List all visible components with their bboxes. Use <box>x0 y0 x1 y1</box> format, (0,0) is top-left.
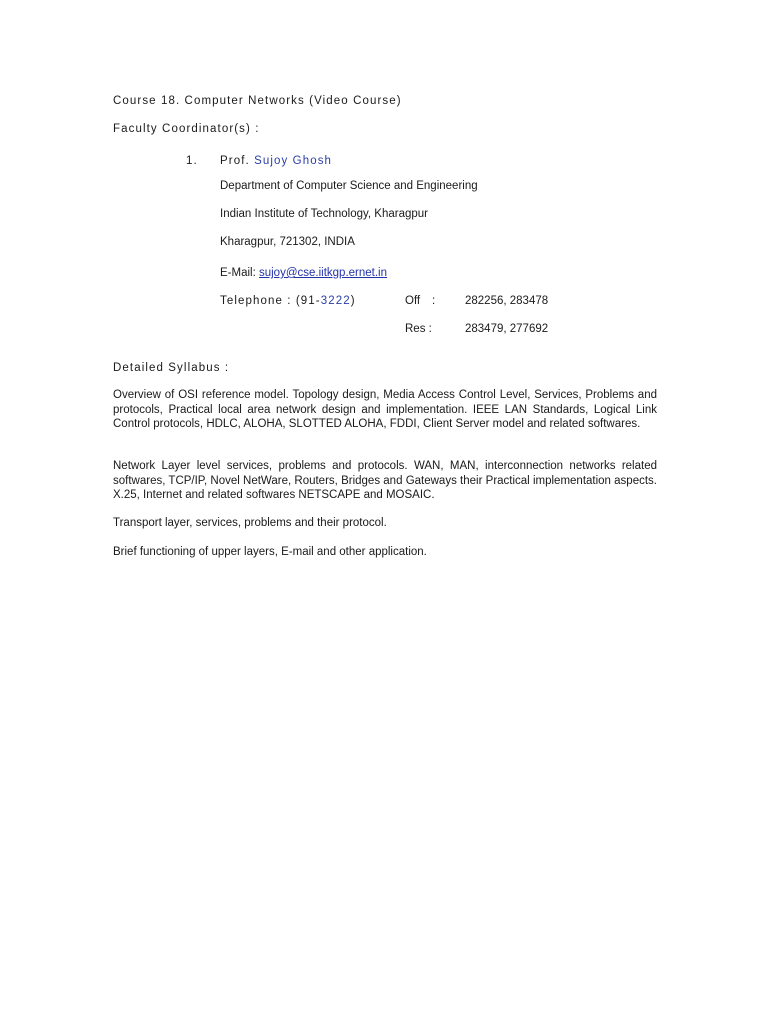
course-title: Course 18. Computer Networks (Video Course) <box>113 95 402 107</box>
residence-numbers: 283479, 277692 <box>465 323 549 335</box>
faculty-name-link[interactable]: Sujoy Ghosh <box>254 155 333 167</box>
office-separator: : <box>432 295 436 307</box>
telephone-area-code: 3222 <box>320 295 351 307</box>
syllabus-paragraph: Transport layer, services, problems and their protocol. <box>113 517 387 529</box>
email-label: E-Mail: <box>220 267 256 279</box>
faculty-number: 1. <box>186 155 198 167</box>
office-numbers: 282256, 283478 <box>465 295 549 307</box>
faculty-heading: Faculty Coordinator(s) : <box>113 123 260 135</box>
faculty-department: Department of Computer Science and Engineering <box>220 180 478 192</box>
telephone-label: Telephone : (91- <box>220 295 321 307</box>
faculty-email-line <box>220 266 387 280</box>
office-label: Off <box>405 295 421 307</box>
syllabus-paragraph: Overview of OSI reference model. Topology design, Media Access Control Level, Services, Problems and protocols, Practical local area network design and implementation. IEEE LAN Standards, Logical Link Control protocols, HDLC, ALOHA, SLOTTED ALOHA, FDDI, Client Server model and related softwares. <box>113 389 657 430</box>
email-link[interactable]: sujoy@cse.iitkgp.ernet.in <box>258 267 387 279</box>
telephone-close: ) <box>350 295 356 307</box>
telephone-line <box>220 294 356 308</box>
faculty-name-line <box>220 154 332 168</box>
faculty-prefix: Prof. <box>220 155 250 167</box>
faculty-address: Kharagpur, 721302, INDIA <box>220 236 355 248</box>
syllabus-paragraph: Network Layer level services, problems and protocols. WAN, MAN, interconnection networks related softwares, TCP/IP, Novel NetWare, Routers, Bridges and Gateways their Practical implementation aspects. X.25, Internet and related softwares NETSCAPE and MOSAIC. <box>113 460 657 501</box>
syllabus-heading: Detailed Syllabus : <box>113 362 230 374</box>
faculty-institute: Indian Institute of Technology, Kharagpur <box>220 208 428 220</box>
residence-label: Res : <box>405 323 432 335</box>
syllabus-paragraph: Brief functioning of upper layers, E-mail and other application. <box>113 546 427 558</box>
